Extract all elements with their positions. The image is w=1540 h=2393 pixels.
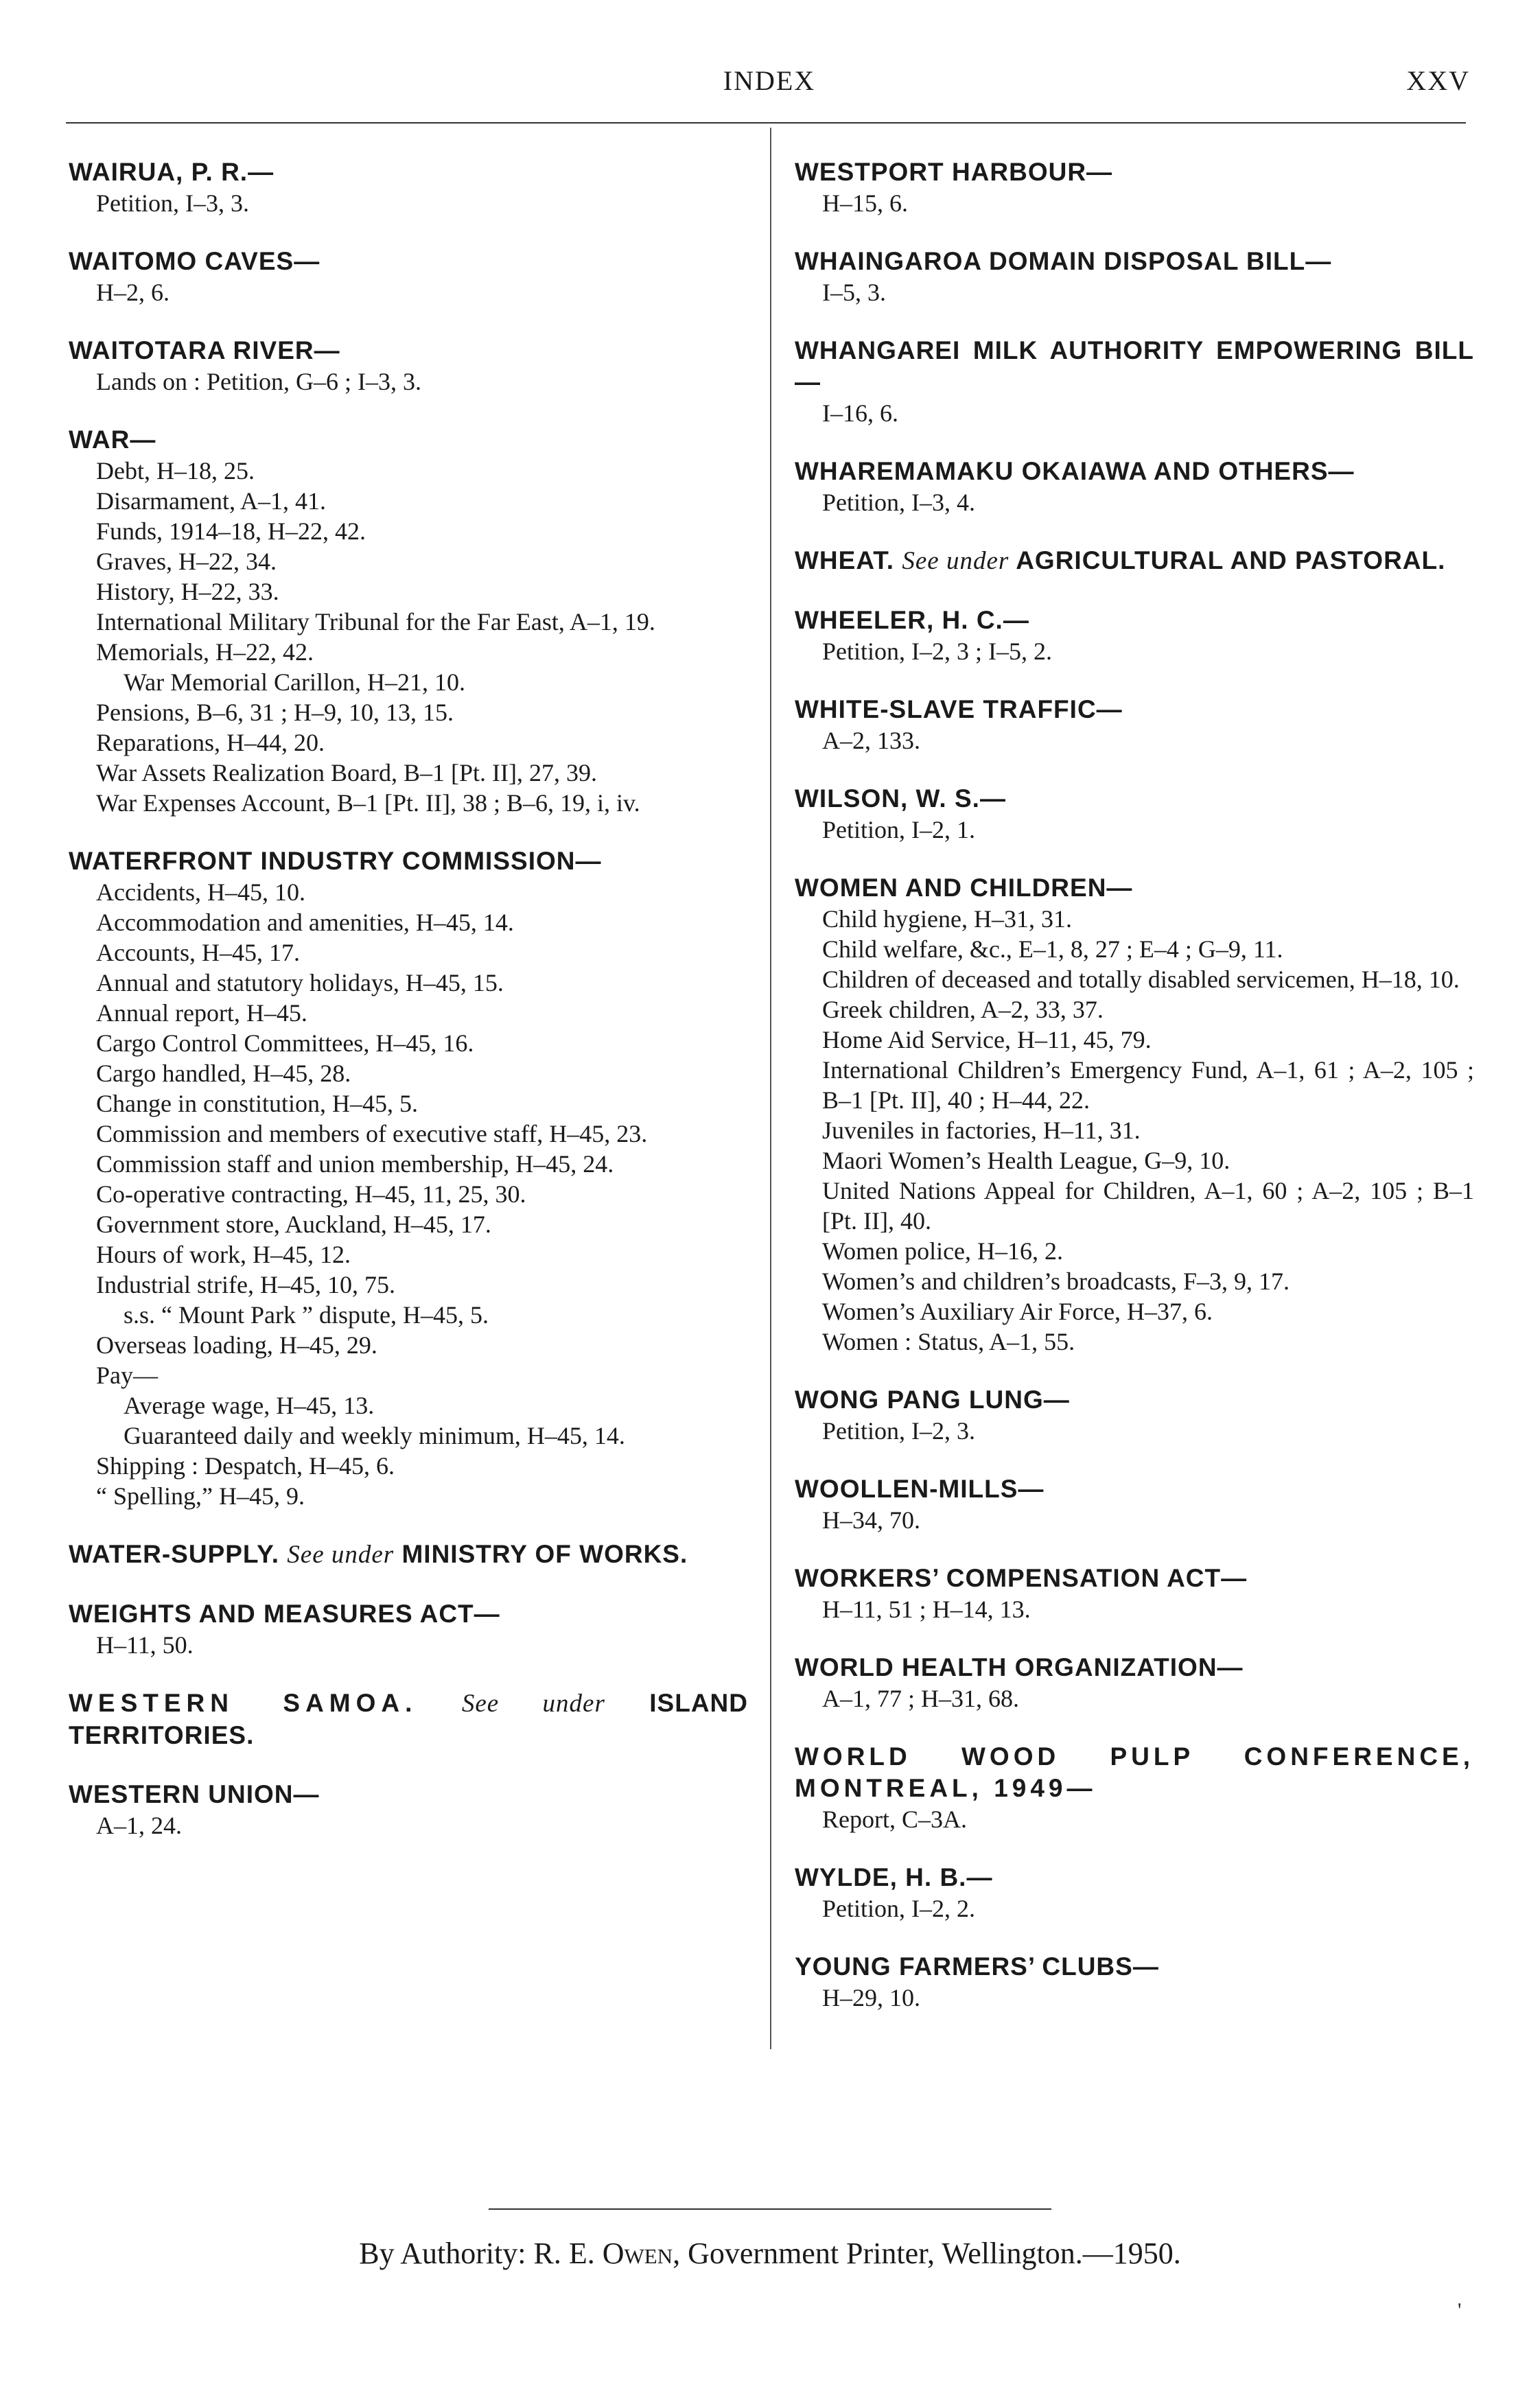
entry-ref: H–11, 50.: [96, 1631, 194, 1659]
index-entry: [795, 456, 1474, 517]
see-reference: See under: [902, 547, 1010, 575]
page-title: INDEX: [723, 65, 816, 96]
entry-ref: Government store, Auckland, H–45, 17.: [96, 1211, 491, 1238]
entry-ref: Commission staff and union membership, H–45, 24.: [96, 1150, 614, 1178]
entry-ref: Memorials, H–22, 42.: [96, 638, 314, 666]
heading-text: WESTERN SAMOA.: [69, 1689, 418, 1717]
entry-ref: Lands on : Petition, G–6 ; I–3, 3.: [96, 368, 421, 395]
entry-ref: Petition, I–2, 2.: [822, 1895, 975, 1922]
entry-ref: H–11, 51 ; H–14, 13.: [822, 1596, 1031, 1623]
footer-rule: [489, 2208, 1051, 2210]
entry-heading: YOUNG FARMERS’ CLUBS—: [795, 1952, 1159, 1981]
column-divider: [770, 128, 771, 2049]
index-entry: [69, 1539, 748, 1571]
entry-ref: Women police, H–16, 2.: [822, 1237, 1064, 1265]
entry-heading: WHEELER, H. C.—: [795, 606, 1029, 634]
index-entry: [795, 1473, 1474, 1535]
index-entry: [795, 156, 1474, 218]
entry-ref: Greek children, A–2, 33, 37.: [822, 996, 1104, 1023]
footer-prefix: By Authority:: [359, 2237, 526, 2270]
footer-suffix: , Government Printer, Wellington.—1950.: [673, 2237, 1181, 2270]
entry-ref: Petition, I–3, 3.: [96, 189, 249, 217]
see-reference: See under: [461, 1690, 605, 1718]
entry-ref: Overseas loading, H–45, 29.: [96, 1331, 377, 1359]
index-entry: [795, 246, 1474, 307]
entry-ref: Child welfare, &c., E–1, 8, 27 ; E–4 ; G–9, 11.: [822, 935, 1283, 963]
entry-ref: Hours of work, H–45, 12.: [96, 1241, 351, 1268]
entry-subref: Guaranteed daily and weekly minimum, H–45, 14.: [124, 1422, 625, 1449]
index-entry: [69, 335, 748, 397]
entry-ref: Change in constitution, H–45, 5.: [96, 1090, 418, 1117]
entry-heading: WAITOTARA RIVER—: [69, 336, 340, 364]
entry-ref: Annual and statutory holidays, H–45, 15.: [96, 969, 504, 996]
entry-ref: United Nations Appeal for Children, A–1, 60 ; A–2, 105 ; B–1 [Pt. II], 40.: [822, 1177, 1474, 1235]
see-reference: See under: [287, 1541, 395, 1569]
entry-heading: [795, 545, 1474, 577]
entry-heading: WATERFRONT INDUSTRY COMMISSION—: [69, 847, 602, 875]
heading-text: WHEAT.: [795, 546, 895, 574]
entry-subref: s.s. “ Mount Park ” dispute, H–45, 5.: [124, 1301, 489, 1329]
entry-ref: Petition, I–2, 1.: [822, 816, 975, 843]
index-entry: [795, 872, 1474, 1357]
index-entry: [69, 1598, 748, 1660]
entry-heading: WEIGHTS AND MEASURES ACT—: [69, 1600, 500, 1628]
entry-ref: Co-operative contracting, H–45, 11, 25, 30.: [96, 1180, 526, 1208]
entry-heading: [69, 1539, 748, 1571]
entry-ref: Home Aid Service, H–11, 45, 79.: [822, 1026, 1152, 1053]
entry-ref: Women’s and children’s broadcasts, F–3, 9, 17.: [822, 1268, 1290, 1295]
index-entry: [69, 1688, 748, 1751]
entry-ref: History, H–22, 33.: [96, 578, 279, 605]
entry-heading: WYLDE, H. B.—: [795, 1863, 993, 1891]
index-entry: [795, 605, 1474, 666]
entry-ref: H–29, 10.: [822, 1984, 920, 2011]
heading-text: WATER-SUPPLY.: [69, 1540, 279, 1568]
right-column: [795, 156, 1474, 2040]
entry-ref: A–1, 24.: [96, 1812, 182, 1839]
page-number: XXV: [1406, 65, 1470, 96]
see-target: ISLAND TERRITORIES.: [69, 1689, 748, 1749]
entry-ref: Report, C–3A.: [822, 1806, 967, 1833]
entry-heading: WESTERN UNION—: [69, 1780, 320, 1808]
printer-name: R. E. Owen: [533, 2237, 673, 2270]
entry-ref: I–16, 6.: [822, 399, 898, 427]
entry-ref: Women : Status, A–1, 55.: [822, 1328, 1075, 1355]
index-entry: [795, 783, 1474, 845]
index-entry: [795, 1563, 1474, 1624]
entry-heading: WAITOMO CAVES—: [69, 247, 320, 275]
running-head: [66, 60, 1473, 102]
entry-ref: Pensions, B–6, 31 ; H–9, 10, 13, 15.: [96, 699, 454, 726]
entry-ref: Child hygiene, H–31, 31.: [822, 905, 1072, 933]
index-entry: [69, 156, 748, 218]
entry-heading: WHANGAREI MILK AUTHORITY EMPOWERING BILL—: [795, 336, 1474, 396]
entry-heading: WOOLLEN-MILLS—: [795, 1475, 1045, 1503]
entry-heading: WHITE-SLAVE TRAFFIC—: [795, 695, 1123, 723]
entry-ref: Cargo Control Committees, H–45, 16.: [96, 1029, 474, 1057]
entry-subref: Average wage, H–45, 13.: [124, 1392, 375, 1419]
index-entry: [795, 545, 1474, 577]
entry-heading: WESTPORT HARBOUR—: [795, 158, 1113, 186]
entry-heading: WORLD HEALTH ORGANIZATION—: [795, 1653, 1244, 1681]
entry-heading: [69, 1688, 748, 1751]
index-entry: [69, 246, 748, 307]
index-entry: [69, 845, 748, 1511]
index-entry: [795, 1951, 1474, 2013]
entry-ref: I–5, 3.: [822, 279, 886, 306]
entry-ref: Cargo handled, H–45, 28.: [96, 1060, 351, 1087]
entry-ref: A–2, 133.: [822, 727, 920, 754]
entry-heading: WORKERS’ COMPENSATION ACT—: [795, 1564, 1248, 1592]
see-target: AGRICULTURAL AND PASTORAL.: [1016, 546, 1446, 574]
entry-heading: WHAREMAMAKU OKAIAWA AND OTHERS—: [795, 457, 1355, 485]
imprint-footer: [0, 2236, 1540, 2271]
entry-heading: WORLD WOOD PULP CONFERENCE, MONTREAL, 1949—: [795, 1742, 1474, 1802]
entry-heading: WHAINGAROA DOMAIN DISPOSAL BILL—: [795, 247, 1332, 275]
entry-ref: War Expenses Account, B–1 [Pt. II], 38 ; B–6, 19, i, iv.: [96, 789, 640, 817]
entry-ref: Petition, I–3, 4.: [822, 489, 975, 516]
entry-ref: A–1, 77 ; H–31, 68.: [822, 1685, 1019, 1712]
entry-ref: International Children’s Emergency Fund, A–1, 61 ; A–2, 105 ; B–1 [Pt. II], 40 ; H–44, 22.: [822, 1056, 1474, 1114]
index-entry: [795, 1652, 1474, 1714]
entry-ref: Accidents, H–45, 10.: [96, 878, 305, 906]
entry-ref: War Assets Realization Board, B–1 [Pt. II], 27, 39.: [96, 759, 597, 786]
left-column: [69, 156, 748, 1868]
entry-ref: H–2, 6.: [96, 279, 170, 306]
entry-heading: WOMEN AND CHILDREN—: [795, 874, 1133, 902]
index-entry: [795, 1384, 1474, 1446]
entry-ref: Accounts, H–45, 17.: [96, 939, 300, 966]
index-entry: [795, 694, 1474, 756]
entry-ref: H–15, 6.: [822, 189, 908, 217]
entry-ref: Disarmament, A–1, 41.: [96, 487, 326, 515]
entry-ref: Children of deceased and totally disabled servicemen, H–18, 10.: [822, 966, 1460, 993]
see-target: MINISTRY OF WORKS.: [401, 1540, 688, 1568]
stray-mark: ': [1458, 2299, 1462, 2322]
entry-ref: Accommodation and amenities, H–45, 14.: [96, 909, 514, 936]
header-rule: [66, 122, 1466, 124]
entry-heading: WILSON, W. S.—: [795, 784, 1006, 813]
entry-ref: Pay—: [96, 1362, 158, 1389]
entry-ref: Shipping : Despatch, H–45, 6.: [96, 1452, 395, 1480]
entry-ref: “ Spelling,” H–45, 9.: [96, 1482, 305, 1510]
entry-heading: WAR—: [69, 425, 156, 454]
entry-ref: Juveniles in factories, H–11, 31.: [822, 1117, 1141, 1144]
index-entry: [69, 1779, 748, 1841]
index-entry: [795, 1741, 1474, 1834]
entry-ref: Funds, 1914–18, H–22, 42.: [96, 517, 366, 545]
entry-ref: H–34, 70.: [822, 1506, 920, 1534]
entry-ref: Reparations, H–44, 20.: [96, 729, 325, 756]
entry-ref: Annual report, H–45.: [96, 999, 307, 1027]
entry-ref: Petition, I–2, 3.: [822, 1417, 975, 1445]
entry-ref: Maori Women’s Health League, G–9, 10.: [822, 1147, 1230, 1174]
index-entry: [795, 335, 1474, 428]
entry-heading: WONG PANG LUNG—: [795, 1386, 1070, 1414]
entry-ref: Petition, I–2, 3 ; I–5, 2.: [822, 638, 1052, 665]
entry-ref: International Military Tribunal for the Far East, A–1, 19.: [96, 608, 655, 635]
entry-ref: Commission and members of executive staff, H–45, 23.: [96, 1120, 648, 1147]
entry-ref: Women’s Auxiliary Air Force, H–37, 6.: [822, 1298, 1213, 1325]
entry-subref: War Memorial Carillon, H–21, 10.: [124, 668, 466, 696]
entry-ref: Industrial strife, H–45, 10, 75.: [96, 1271, 395, 1298]
entry-heading: WAIRUA, P. R.—: [69, 158, 275, 186]
entry-ref: Debt, H–18, 25.: [96, 457, 255, 485]
index-entry: [69, 424, 748, 818]
entry-ref: Graves, H–22, 34.: [96, 548, 277, 575]
index-entry: [795, 1862, 1474, 1924]
